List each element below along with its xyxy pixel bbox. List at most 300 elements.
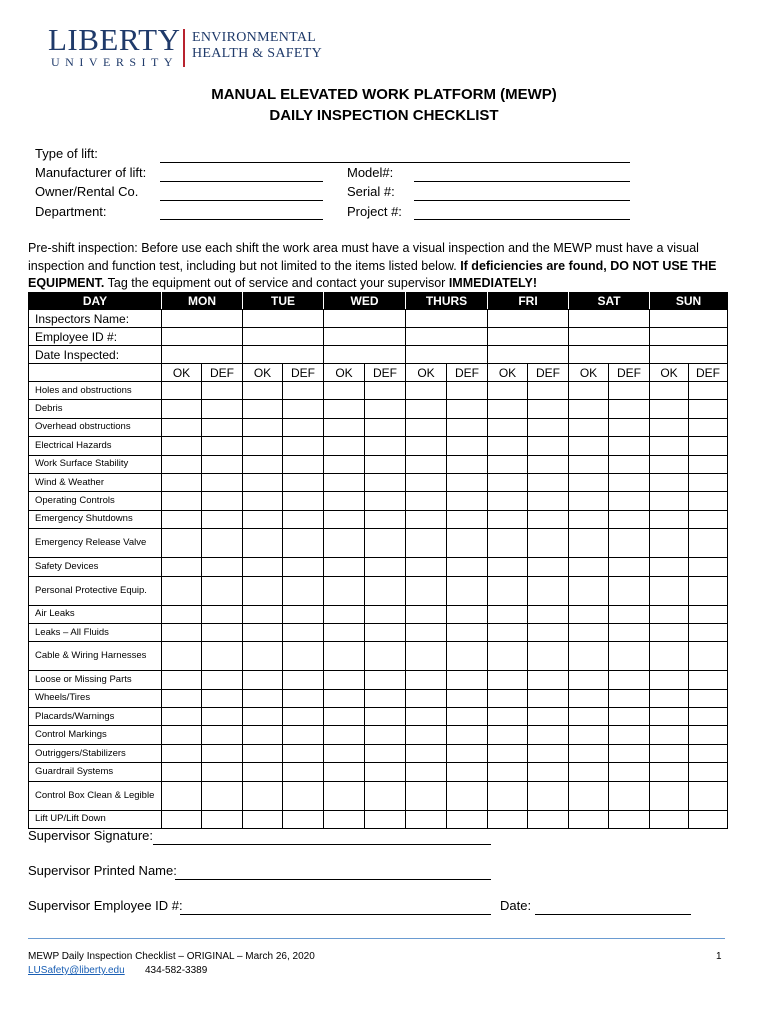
info-cell[interactable] [569,328,650,346]
ok-cell[interactable] [406,382,447,400]
info-cell[interactable] [650,328,728,346]
ok-cell[interactable] [569,763,609,781]
def-cell[interactable] [202,558,243,576]
ok-cell[interactable] [488,418,528,436]
ok-cell[interactable] [488,671,528,689]
ok-cell[interactable] [162,437,202,455]
ok-cell[interactable] [162,689,202,707]
def-cell[interactable] [528,642,569,671]
info-cell[interactable] [162,310,243,328]
info-cell[interactable] [406,328,488,346]
ok-cell[interactable] [243,708,283,726]
info-cell[interactable] [569,346,650,364]
def-cell[interactable] [365,529,406,558]
ok-cell[interactable] [162,400,202,418]
ok-cell[interactable] [569,810,609,828]
def-cell[interactable] [689,400,728,418]
def-cell[interactable] [609,623,650,641]
ok-cell[interactable] [324,689,365,707]
serial-field[interactable] [414,199,630,201]
def-cell[interactable] [528,492,569,510]
def-cell[interactable] [365,492,406,510]
def-cell[interactable] [689,689,728,707]
ok-cell[interactable] [406,455,447,473]
ok-cell[interactable] [406,744,447,762]
ok-cell[interactable] [650,437,689,455]
ok-cell[interactable] [243,671,283,689]
info-cell[interactable] [650,310,728,328]
def-cell[interactable] [447,400,488,418]
ok-cell[interactable] [650,510,689,528]
def-cell[interactable] [447,810,488,828]
def-cell[interactable] [283,437,324,455]
def-cell[interactable] [528,763,569,781]
def-cell[interactable] [202,510,243,528]
def-cell[interactable] [283,400,324,418]
def-cell[interactable] [365,671,406,689]
ok-cell[interactable] [406,689,447,707]
def-cell[interactable] [202,689,243,707]
def-cell[interactable] [609,744,650,762]
department-field[interactable] [160,218,323,220]
ok-cell[interactable] [650,623,689,641]
def-cell[interactable] [609,671,650,689]
def-cell[interactable] [689,642,728,671]
ok-cell[interactable] [650,576,689,605]
def-cell[interactable] [365,642,406,671]
ok-cell[interactable] [650,529,689,558]
ok-cell[interactable] [243,605,283,623]
ok-cell[interactable] [162,576,202,605]
def-cell[interactable] [528,623,569,641]
ok-cell[interactable] [243,623,283,641]
def-cell[interactable] [202,576,243,605]
ok-cell[interactable] [650,744,689,762]
ok-cell[interactable] [243,437,283,455]
def-cell[interactable] [609,763,650,781]
ok-cell[interactable] [324,623,365,641]
ok-cell[interactable] [569,382,609,400]
def-cell[interactable] [202,400,243,418]
def-cell[interactable] [447,558,488,576]
info-cell[interactable] [324,346,406,364]
def-cell[interactable] [283,455,324,473]
ok-cell[interactable] [162,726,202,744]
def-cell[interactable] [202,529,243,558]
def-cell[interactable] [447,623,488,641]
def-cell[interactable] [689,529,728,558]
info-cell[interactable] [243,346,324,364]
def-cell[interactable] [689,744,728,762]
manufacturer-field[interactable] [160,180,323,182]
ok-cell[interactable] [406,763,447,781]
def-cell[interactable] [365,473,406,491]
def-cell[interactable] [283,473,324,491]
ok-cell[interactable] [488,744,528,762]
def-cell[interactable] [447,455,488,473]
def-cell[interactable] [609,473,650,491]
def-cell[interactable] [689,708,728,726]
ok-cell[interactable] [488,708,528,726]
def-cell[interactable] [202,492,243,510]
def-cell[interactable] [283,744,324,762]
def-cell[interactable] [283,558,324,576]
def-cell[interactable] [447,576,488,605]
ok-cell[interactable] [324,744,365,762]
def-cell[interactable] [283,529,324,558]
def-cell[interactable] [609,437,650,455]
info-cell[interactable] [406,310,488,328]
ok-cell[interactable] [324,708,365,726]
ok-cell[interactable] [162,744,202,762]
info-cell[interactable] [243,328,324,346]
def-cell[interactable] [365,510,406,528]
ok-cell[interactable] [324,605,365,623]
def-cell[interactable] [528,529,569,558]
def-cell[interactable] [283,642,324,671]
def-cell[interactable] [528,382,569,400]
ok-cell[interactable] [569,473,609,491]
def-cell[interactable] [283,492,324,510]
def-cell[interactable] [528,810,569,828]
ok-cell[interactable] [324,726,365,744]
ok-cell[interactable] [488,558,528,576]
ok-cell[interactable] [243,418,283,436]
def-cell[interactable] [447,708,488,726]
def-cell[interactable] [202,763,243,781]
def-cell[interactable] [202,418,243,436]
def-cell[interactable] [447,605,488,623]
ok-cell[interactable] [162,510,202,528]
ok-cell[interactable] [406,400,447,418]
def-cell[interactable] [528,455,569,473]
ok-cell[interactable] [162,708,202,726]
def-cell[interactable] [447,510,488,528]
info-cell[interactable] [324,328,406,346]
ok-cell[interactable] [569,492,609,510]
def-cell[interactable] [447,781,488,810]
def-cell[interactable] [689,510,728,528]
ok-cell[interactable] [650,418,689,436]
ok-cell[interactable] [488,623,528,641]
def-cell[interactable] [202,708,243,726]
ok-cell[interactable] [406,529,447,558]
ok-cell[interactable] [162,781,202,810]
def-cell[interactable] [447,418,488,436]
info-cell[interactable] [488,346,569,364]
ok-cell[interactable] [650,382,689,400]
def-cell[interactable] [609,781,650,810]
ok-cell[interactable] [569,576,609,605]
info-cell[interactable] [162,346,243,364]
def-cell[interactable] [609,605,650,623]
def-cell[interactable] [609,492,650,510]
def-cell[interactable] [528,689,569,707]
def-cell[interactable] [283,726,324,744]
ok-cell[interactable] [569,671,609,689]
def-cell[interactable] [447,642,488,671]
def-cell[interactable] [202,437,243,455]
def-cell[interactable] [365,558,406,576]
ok-cell[interactable] [569,642,609,671]
ok-cell[interactable] [324,437,365,455]
ok-cell[interactable] [650,605,689,623]
def-cell[interactable] [609,510,650,528]
ok-cell[interactable] [650,671,689,689]
def-cell[interactable] [283,510,324,528]
def-cell[interactable] [202,744,243,762]
def-cell[interactable] [283,763,324,781]
ok-cell[interactable] [488,605,528,623]
ok-cell[interactable] [569,605,609,623]
def-cell[interactable] [528,473,569,491]
def-cell[interactable] [528,744,569,762]
def-cell[interactable] [447,671,488,689]
def-cell[interactable] [365,605,406,623]
ok-cell[interactable] [488,437,528,455]
def-cell[interactable] [447,382,488,400]
def-cell[interactable] [447,473,488,491]
def-cell[interactable] [202,623,243,641]
def-cell[interactable] [689,382,728,400]
model-field[interactable] [414,180,630,182]
ok-cell[interactable] [488,810,528,828]
def-cell[interactable] [283,708,324,726]
def-cell[interactable] [283,605,324,623]
ok-cell[interactable] [406,576,447,605]
ok-cell[interactable] [243,810,283,828]
ok-cell[interactable] [243,558,283,576]
def-cell[interactable] [447,726,488,744]
ok-cell[interactable] [243,763,283,781]
ok-cell[interactable] [162,455,202,473]
ok-cell[interactable] [162,810,202,828]
ok-cell[interactable] [162,671,202,689]
ok-cell[interactable] [406,642,447,671]
def-cell[interactable] [689,726,728,744]
def-cell[interactable] [365,400,406,418]
ok-cell[interactable] [569,529,609,558]
def-cell[interactable] [689,558,728,576]
def-cell[interactable] [528,437,569,455]
def-cell[interactable] [609,689,650,707]
ok-cell[interactable] [406,605,447,623]
ok-cell[interactable] [406,437,447,455]
def-cell[interactable] [528,708,569,726]
ok-cell[interactable] [162,418,202,436]
def-cell[interactable] [365,781,406,810]
def-cell[interactable] [528,558,569,576]
ok-cell[interactable] [650,492,689,510]
ok-cell[interactable] [650,763,689,781]
def-cell[interactable] [202,605,243,623]
info-cell[interactable] [243,310,324,328]
def-cell[interactable] [365,418,406,436]
supervisor-printed-name-field[interactable] [175,878,491,880]
ok-cell[interactable] [406,810,447,828]
ok-cell[interactable] [324,642,365,671]
ok-cell[interactable] [243,642,283,671]
def-cell[interactable] [689,437,728,455]
ok-cell[interactable] [569,781,609,810]
def-cell[interactable] [202,726,243,744]
ok-cell[interactable] [324,671,365,689]
def-cell[interactable] [283,576,324,605]
def-cell[interactable] [365,576,406,605]
def-cell[interactable] [202,642,243,671]
ok-cell[interactable] [569,558,609,576]
ok-cell[interactable] [243,576,283,605]
ok-cell[interactable] [243,689,283,707]
ok-cell[interactable] [488,642,528,671]
ok-cell[interactable] [162,473,202,491]
def-cell[interactable] [609,576,650,605]
ok-cell[interactable] [650,689,689,707]
ok-cell[interactable] [650,558,689,576]
ok-cell[interactable] [243,510,283,528]
ok-cell[interactable] [406,726,447,744]
ok-cell[interactable] [488,689,528,707]
info-cell[interactable] [162,328,243,346]
info-cell[interactable] [488,310,569,328]
ok-cell[interactable] [162,605,202,623]
ok-cell[interactable] [324,492,365,510]
ok-cell[interactable] [324,510,365,528]
ok-cell[interactable] [243,781,283,810]
def-cell[interactable] [689,763,728,781]
info-cell[interactable] [324,310,406,328]
def-cell[interactable] [689,473,728,491]
def-cell[interactable] [202,455,243,473]
def-cell[interactable] [365,455,406,473]
ok-cell[interactable] [243,529,283,558]
info-cell[interactable] [488,328,569,346]
ok-cell[interactable] [650,400,689,418]
ok-cell[interactable] [406,781,447,810]
def-cell[interactable] [689,781,728,810]
def-cell[interactable] [447,763,488,781]
def-cell[interactable] [609,810,650,828]
ok-cell[interactable] [162,763,202,781]
ok-cell[interactable] [406,510,447,528]
ok-cell[interactable] [324,781,365,810]
def-cell[interactable] [283,781,324,810]
def-cell[interactable] [528,510,569,528]
ok-cell[interactable] [650,642,689,671]
def-cell[interactable] [283,418,324,436]
ok-cell[interactable] [569,708,609,726]
def-cell[interactable] [609,455,650,473]
ok-cell[interactable] [243,492,283,510]
ok-cell[interactable] [324,763,365,781]
def-cell[interactable] [365,810,406,828]
ok-cell[interactable] [488,382,528,400]
info-cell[interactable] [650,346,728,364]
def-cell[interactable] [365,763,406,781]
def-cell[interactable] [447,689,488,707]
ok-cell[interactable] [488,510,528,528]
def-cell[interactable] [609,418,650,436]
ok-cell[interactable] [650,781,689,810]
info-cell[interactable] [569,310,650,328]
ok-cell[interactable] [569,418,609,436]
def-cell[interactable] [202,382,243,400]
type-of-lift-field[interactable] [160,161,630,163]
ok-cell[interactable] [243,473,283,491]
def-cell[interactable] [609,642,650,671]
def-cell[interactable] [689,492,728,510]
def-cell[interactable] [689,810,728,828]
ok-cell[interactable] [488,492,528,510]
ok-cell[interactable] [406,708,447,726]
ok-cell[interactable] [650,708,689,726]
def-cell[interactable] [202,473,243,491]
ok-cell[interactable] [324,382,365,400]
def-cell[interactable] [283,382,324,400]
ok-cell[interactable] [488,455,528,473]
ok-cell[interactable] [569,744,609,762]
ok-cell[interactable] [488,576,528,605]
def-cell[interactable] [609,726,650,744]
def-cell[interactable] [609,558,650,576]
def-cell[interactable] [609,382,650,400]
def-cell[interactable] [283,810,324,828]
def-cell[interactable] [365,382,406,400]
def-cell[interactable] [609,708,650,726]
ok-cell[interactable] [243,726,283,744]
def-cell[interactable] [447,744,488,762]
ok-cell[interactable] [324,400,365,418]
def-cell[interactable] [609,529,650,558]
ok-cell[interactable] [243,455,283,473]
def-cell[interactable] [689,455,728,473]
def-cell[interactable] [283,689,324,707]
ok-cell[interactable] [488,400,528,418]
ok-cell[interactable] [406,418,447,436]
def-cell[interactable] [528,605,569,623]
supervisor-employee-id-field[interactable] [180,913,491,915]
ok-cell[interactable] [488,763,528,781]
def-cell[interactable] [365,744,406,762]
ok-cell[interactable] [406,558,447,576]
def-cell[interactable] [528,671,569,689]
ok-cell[interactable] [324,529,365,558]
def-cell[interactable] [447,437,488,455]
ok-cell[interactable] [569,623,609,641]
def-cell[interactable] [365,689,406,707]
ok-cell[interactable] [569,455,609,473]
def-cell[interactable] [202,810,243,828]
supervisor-signature-field[interactable] [153,843,491,845]
def-cell[interactable] [202,671,243,689]
def-cell[interactable] [365,623,406,641]
def-cell[interactable] [528,400,569,418]
ok-cell[interactable] [650,455,689,473]
ok-cell[interactable] [162,382,202,400]
ok-cell[interactable] [569,437,609,455]
ok-cell[interactable] [650,473,689,491]
ok-cell[interactable] [324,558,365,576]
ok-cell[interactable] [243,400,283,418]
ok-cell[interactable] [162,558,202,576]
ok-cell[interactable] [569,510,609,528]
date-field[interactable] [535,913,691,915]
project-field[interactable] [414,218,630,220]
ok-cell[interactable] [162,492,202,510]
def-cell[interactable] [447,529,488,558]
def-cell[interactable] [689,671,728,689]
def-cell[interactable] [609,400,650,418]
